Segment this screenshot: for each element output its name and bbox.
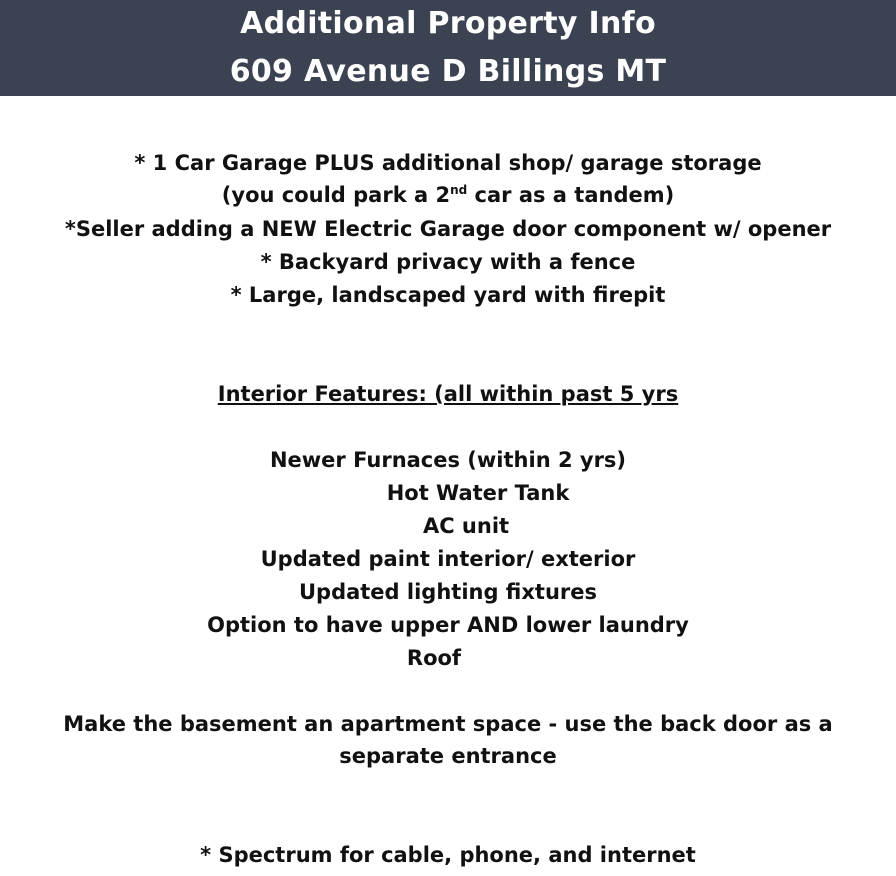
highlight-tandem-sup: nd <box>450 183 468 197</box>
highlight-garage: * 1 Car Garage PLUS additional shop/ garage storage <box>134 151 762 175</box>
property-address: 609 Avenue D Billings MT <box>229 54 667 89</box>
interior-item-laundry: Option to have upper AND lower laundry <box>207 613 689 637</box>
utilities-line: * Spectrum for cable, phone, and internet <box>200 843 696 867</box>
header-banner <box>0 0 896 96</box>
highlight-tandem <box>0 181 896 209</box>
page-title: Additional Property Info <box>240 6 656 41</box>
interior-item-water-tank: Hot Water Tank <box>386 481 570 505</box>
interior-item-lighting: Updated lighting fixtures <box>298 580 598 604</box>
interior-item-ac: AC unit <box>422 514 510 538</box>
highlight-garage-door: *Seller adding a NEW Electric Garage door component w/ opener <box>64 217 832 241</box>
highlight-tandem-pre: (you could park a 2 <box>221 183 451 207</box>
basement-line-2: separate entrance <box>339 744 557 768</box>
basement-line-1: Make the basement an apartment space - use the back door as a <box>63 712 833 736</box>
interior-item-roof: Roof <box>406 646 462 670</box>
highlight-yard: * Large, landscaped yard with firepit <box>230 283 666 307</box>
interior-item-paint: Updated paint interior/ exterior <box>260 547 636 571</box>
highlight-fence: * Backyard privacy with a fence <box>260 250 636 274</box>
highlight-tandem-post: car as a tandem) <box>467 183 675 207</box>
interior-item-furnaces: Newer Furnaces (within 2 yrs) <box>269 448 627 472</box>
interior-heading: Interior Features: (all within past 5 yrs <box>217 382 679 406</box>
